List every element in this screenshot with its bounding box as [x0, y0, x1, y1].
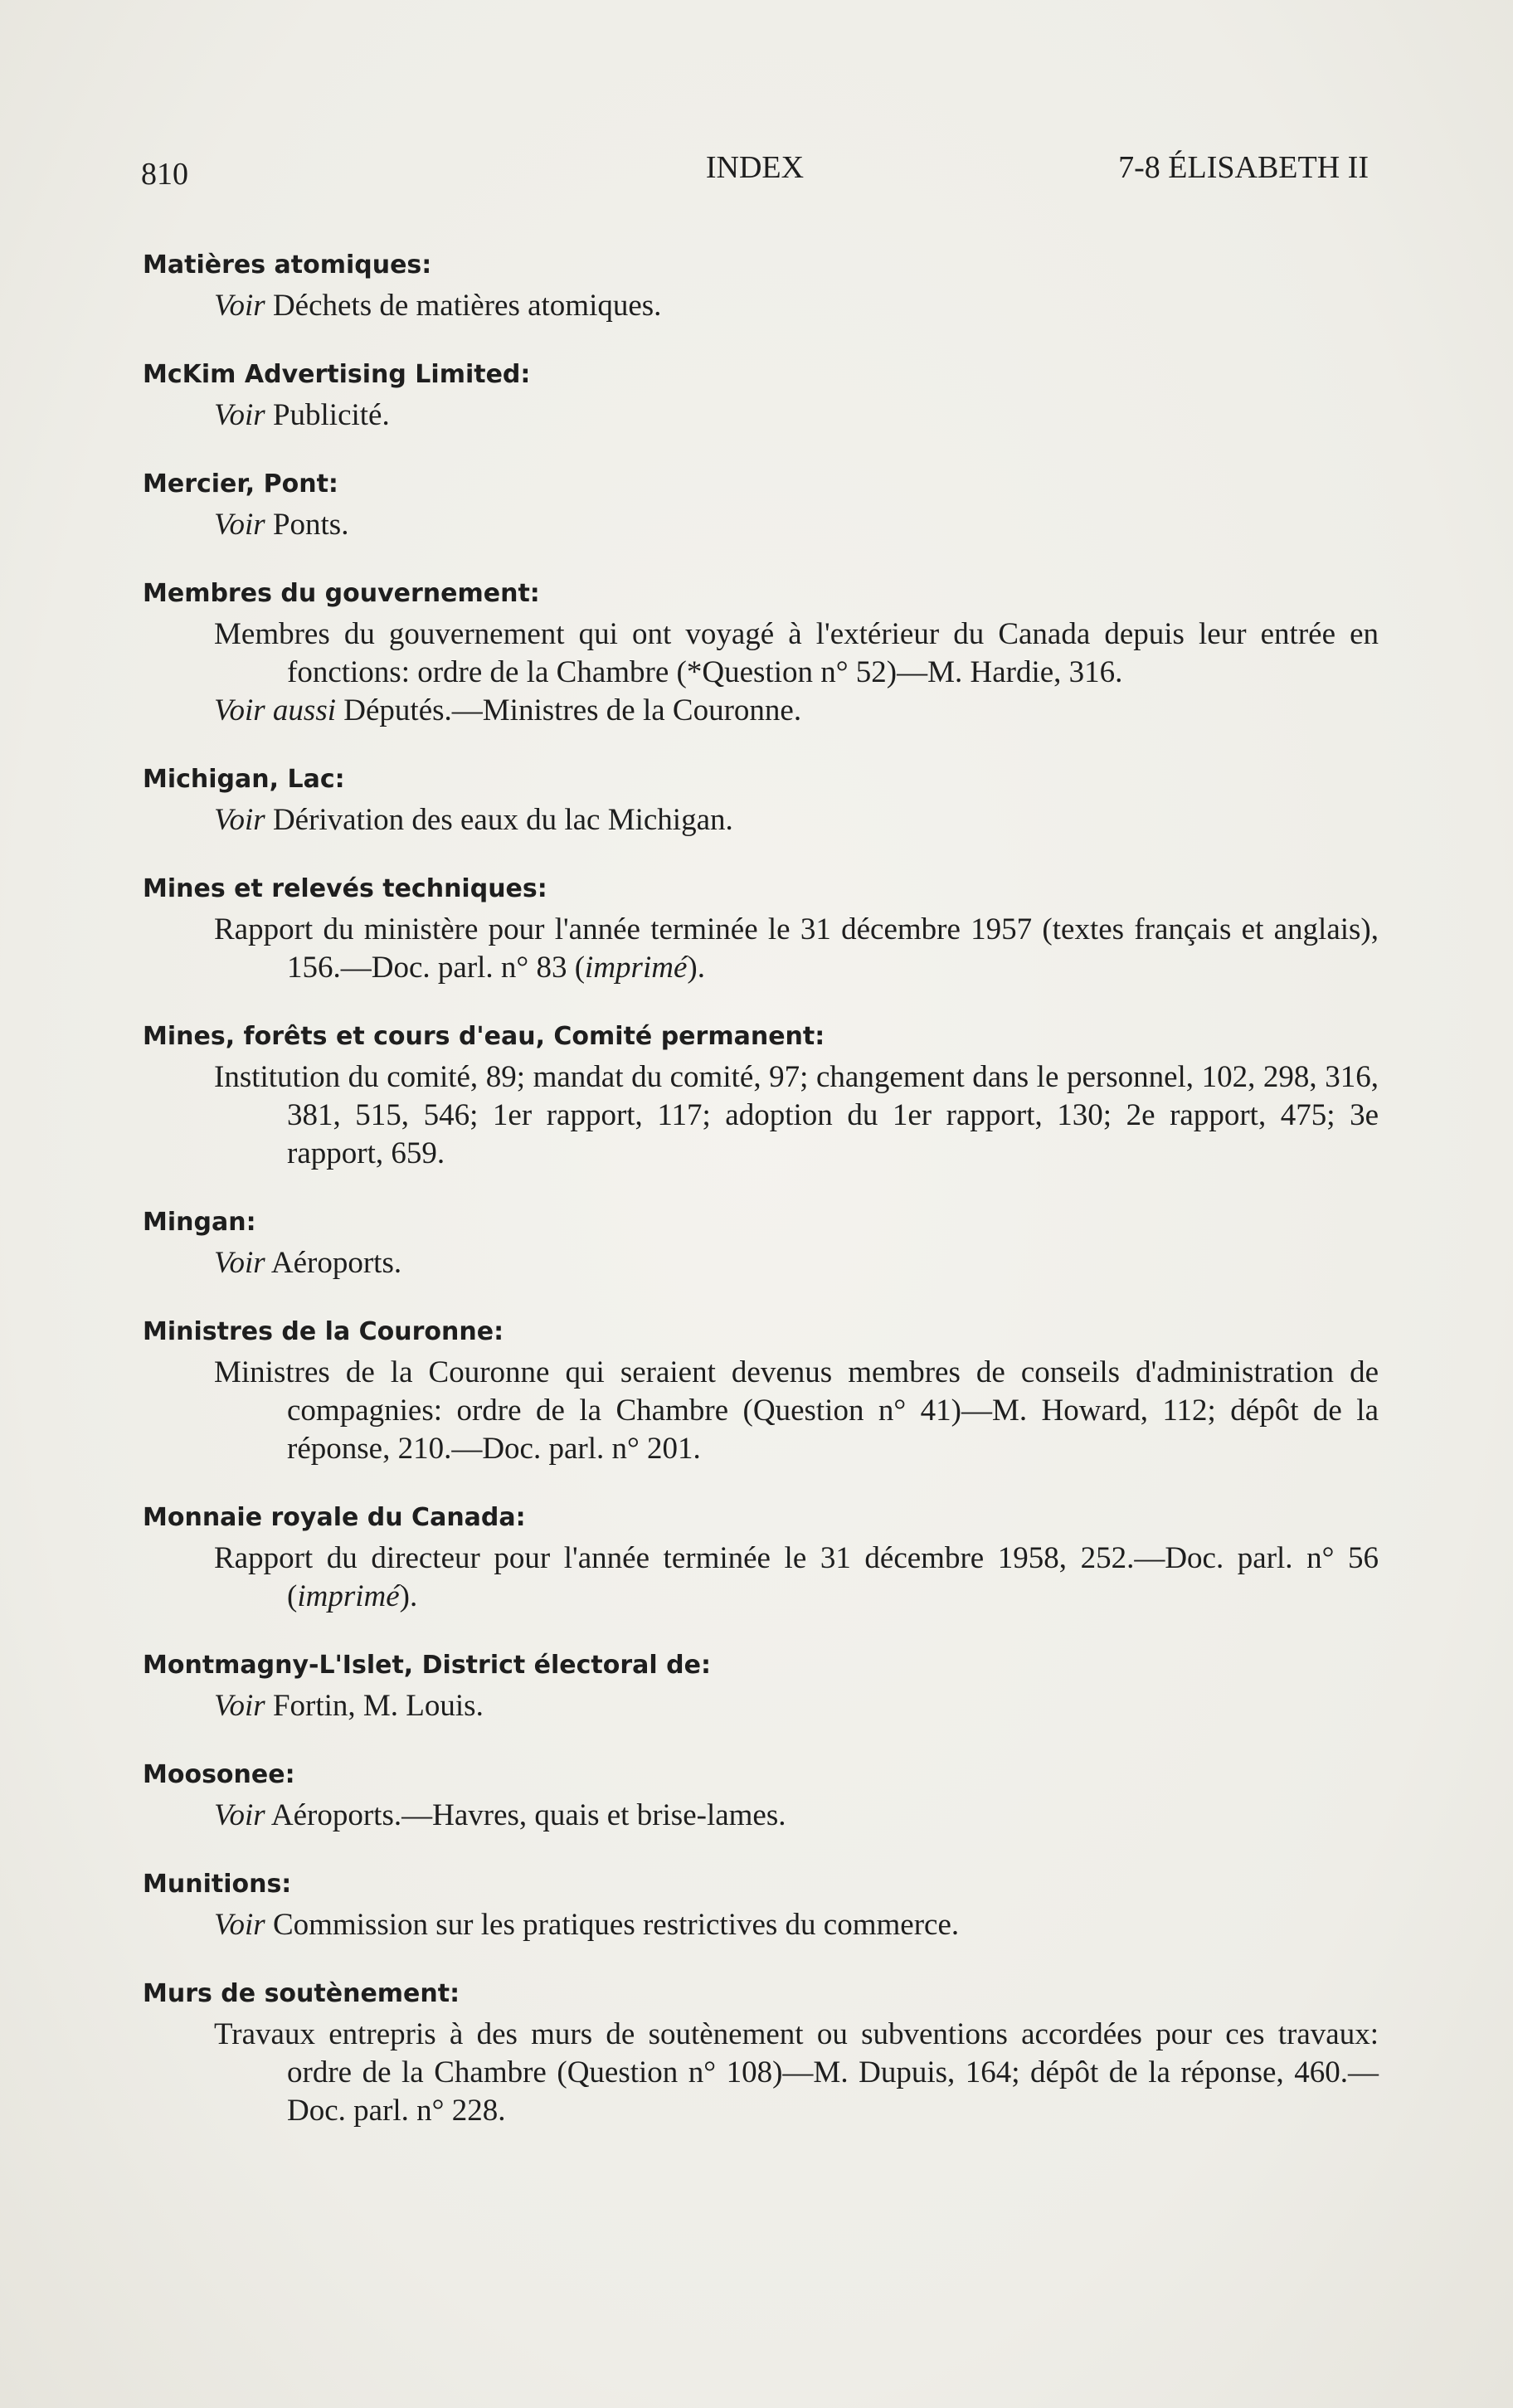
- index-entry: [143, 1020, 1379, 1173]
- index-entry: [143, 468, 1379, 544]
- entry-heading: McKim Advertising Limited:: [143, 360, 531, 389]
- entry-text: [214, 615, 1379, 692]
- index-entry: [143, 1977, 1379, 2130]
- entry-text: [214, 911, 1379, 987]
- printed-note: imprimé: [585, 951, 688, 985]
- index-entry: [143, 358, 1379, 435]
- entry-heading: Moosonee:: [143, 1760, 295, 1789]
- see-reference-label: Voir: [214, 289, 265, 323]
- index-entry: [143, 1649, 1379, 1725]
- index-entry: [143, 1501, 1379, 1616]
- entry-text: [214, 506, 1379, 544]
- see-reference-label: Voir: [214, 1908, 265, 1942]
- entry-text-body: Publicité.: [265, 398, 390, 432]
- entry-text: [214, 1244, 1379, 1282]
- entry-text-body: Fortin, M. Louis.: [265, 1689, 484, 1723]
- entry-text: [214, 2016, 1379, 2130]
- index-entries: [143, 249, 1379, 2163]
- entry-heading: Matières atomiques:: [143, 251, 432, 280]
- entry-text-tail: ).: [399, 1579, 418, 1613]
- printed-note: imprimé: [297, 1579, 400, 1613]
- entry-heading: Ministres de la Couronne:: [143, 1317, 504, 1346]
- index-entry: [143, 249, 1379, 325]
- entry-text-body: Ponts.: [265, 508, 349, 542]
- see-reference-label: Voir: [214, 1798, 265, 1832]
- index-entry: [143, 763, 1379, 839]
- index-entry: [143, 1206, 1379, 1282]
- entry-text-body: Institution du comité, 89; mandat du comité, 97; changement dans le personnel, 102, 298, 316, 381, 515, 546; 1er rapport, 117; adoption du 1er rapport, 130; 2e rapport, 475; 3e rapport, 659.: [214, 1060, 1379, 1170]
- index-entry: [143, 1868, 1379, 1944]
- entry-heading: Mines et relevés techniques:: [143, 874, 547, 903]
- running-head: [141, 148, 1369, 197]
- entry-text-body: Commission sur les pratiques restrictives du commerce.: [265, 1908, 960, 1942]
- see-reference-label: Voir: [214, 1689, 265, 1723]
- entry-text: [214, 1906, 1379, 1944]
- entry-text-body: Rapport du ministère pour l'année terminée le 31 décembre 1957 (textes français et anglais), 156.—Doc. parl. n° 83 (: [214, 912, 1379, 985]
- see-reference-label: Voir aussi: [214, 693, 337, 727]
- entry-text-body: Membres du gouvernement qui ont voyagé à l'extérieur du Canada depuis leur entrée en fonctions: ordre de la Chambre (*Question n° 52)—M. Hardie, 316.: [214, 617, 1379, 689]
- entry-text-body: Déchets de matières atomiques.: [265, 289, 662, 323]
- index-entry: [143, 577, 1379, 730]
- volume-label: 7-8 ÉLISABETH II: [1118, 150, 1369, 185]
- entry-text: [214, 1797, 1379, 1835]
- entry-text: [214, 287, 1379, 325]
- entry-text: [214, 692, 1379, 730]
- entry-text-body: Députés.—Ministres de la Couronne.: [336, 693, 802, 727]
- see-reference-label: Voir: [214, 803, 265, 837]
- index-entry: [143, 1316, 1379, 1468]
- see-reference-label: Voir: [214, 508, 265, 542]
- page-title: INDEX: [705, 150, 805, 185]
- entry-text-body: Travaux entrepris à des murs de soutènement ou subventions accordées pour ces travaux: ordre de la Chambre (Question n° 108)—M. Dupuis, 164; dépôt de la réponse, 460.—Doc. parl. n° 228.: [214, 2017, 1379, 2128]
- entry-text: [214, 1354, 1379, 1468]
- entry-text: [214, 1058, 1379, 1173]
- see-reference-label: Voir: [214, 398, 265, 432]
- entry-heading: Membres du gouvernement:: [143, 579, 540, 608]
- page-number: 810: [141, 157, 188, 192]
- entry-text-body: Ministres de la Couronne qui seraient devenus membres de conseils d'administration de compagnies: ordre de la Chambre (Question n° 41)—M. Howard, 112; dépôt de la réponse, 210.—Doc. parl. n° 201.: [214, 1355, 1379, 1466]
- entry-text: [214, 1540, 1379, 1616]
- entry-heading: Mines, forêts et cours d'eau, Comité permanent:: [143, 1022, 825, 1051]
- entry-text-body: Aéroports.: [265, 1246, 402, 1280]
- entry-heading: Montmagny-L'Islet, District électoral de:: [143, 1651, 711, 1680]
- entry-text-body: Dérivation des eaux du lac Michigan.: [265, 803, 733, 837]
- entry-text-tail: ).: [687, 951, 705, 985]
- see-reference-label: Voir: [214, 1246, 265, 1280]
- entry-heading: Mercier, Pont:: [143, 469, 338, 499]
- entry-text-body: Rapport du directeur pour l'année terminée le 31 décembre 1958, 252.—Doc. parl. n° 56 (: [214, 1541, 1379, 1613]
- entry-heading: Monnaie royale du Canada:: [143, 1503, 526, 1532]
- index-entry: [143, 873, 1379, 987]
- index-entry: [143, 1759, 1379, 1835]
- entry-heading: Michigan, Lac:: [143, 765, 345, 794]
- entry-text: [214, 1687, 1379, 1725]
- entry-text: [214, 801, 1379, 839]
- entry-text: [214, 396, 1379, 435]
- entry-heading: Mingan:: [143, 1208, 256, 1237]
- entry-text-body: Aéroports.—Havres, quais et brise-lames.: [265, 1798, 786, 1832]
- entry-heading: Munitions:: [143, 1870, 292, 1899]
- entry-heading: Murs de soutènement:: [143, 1979, 460, 2008]
